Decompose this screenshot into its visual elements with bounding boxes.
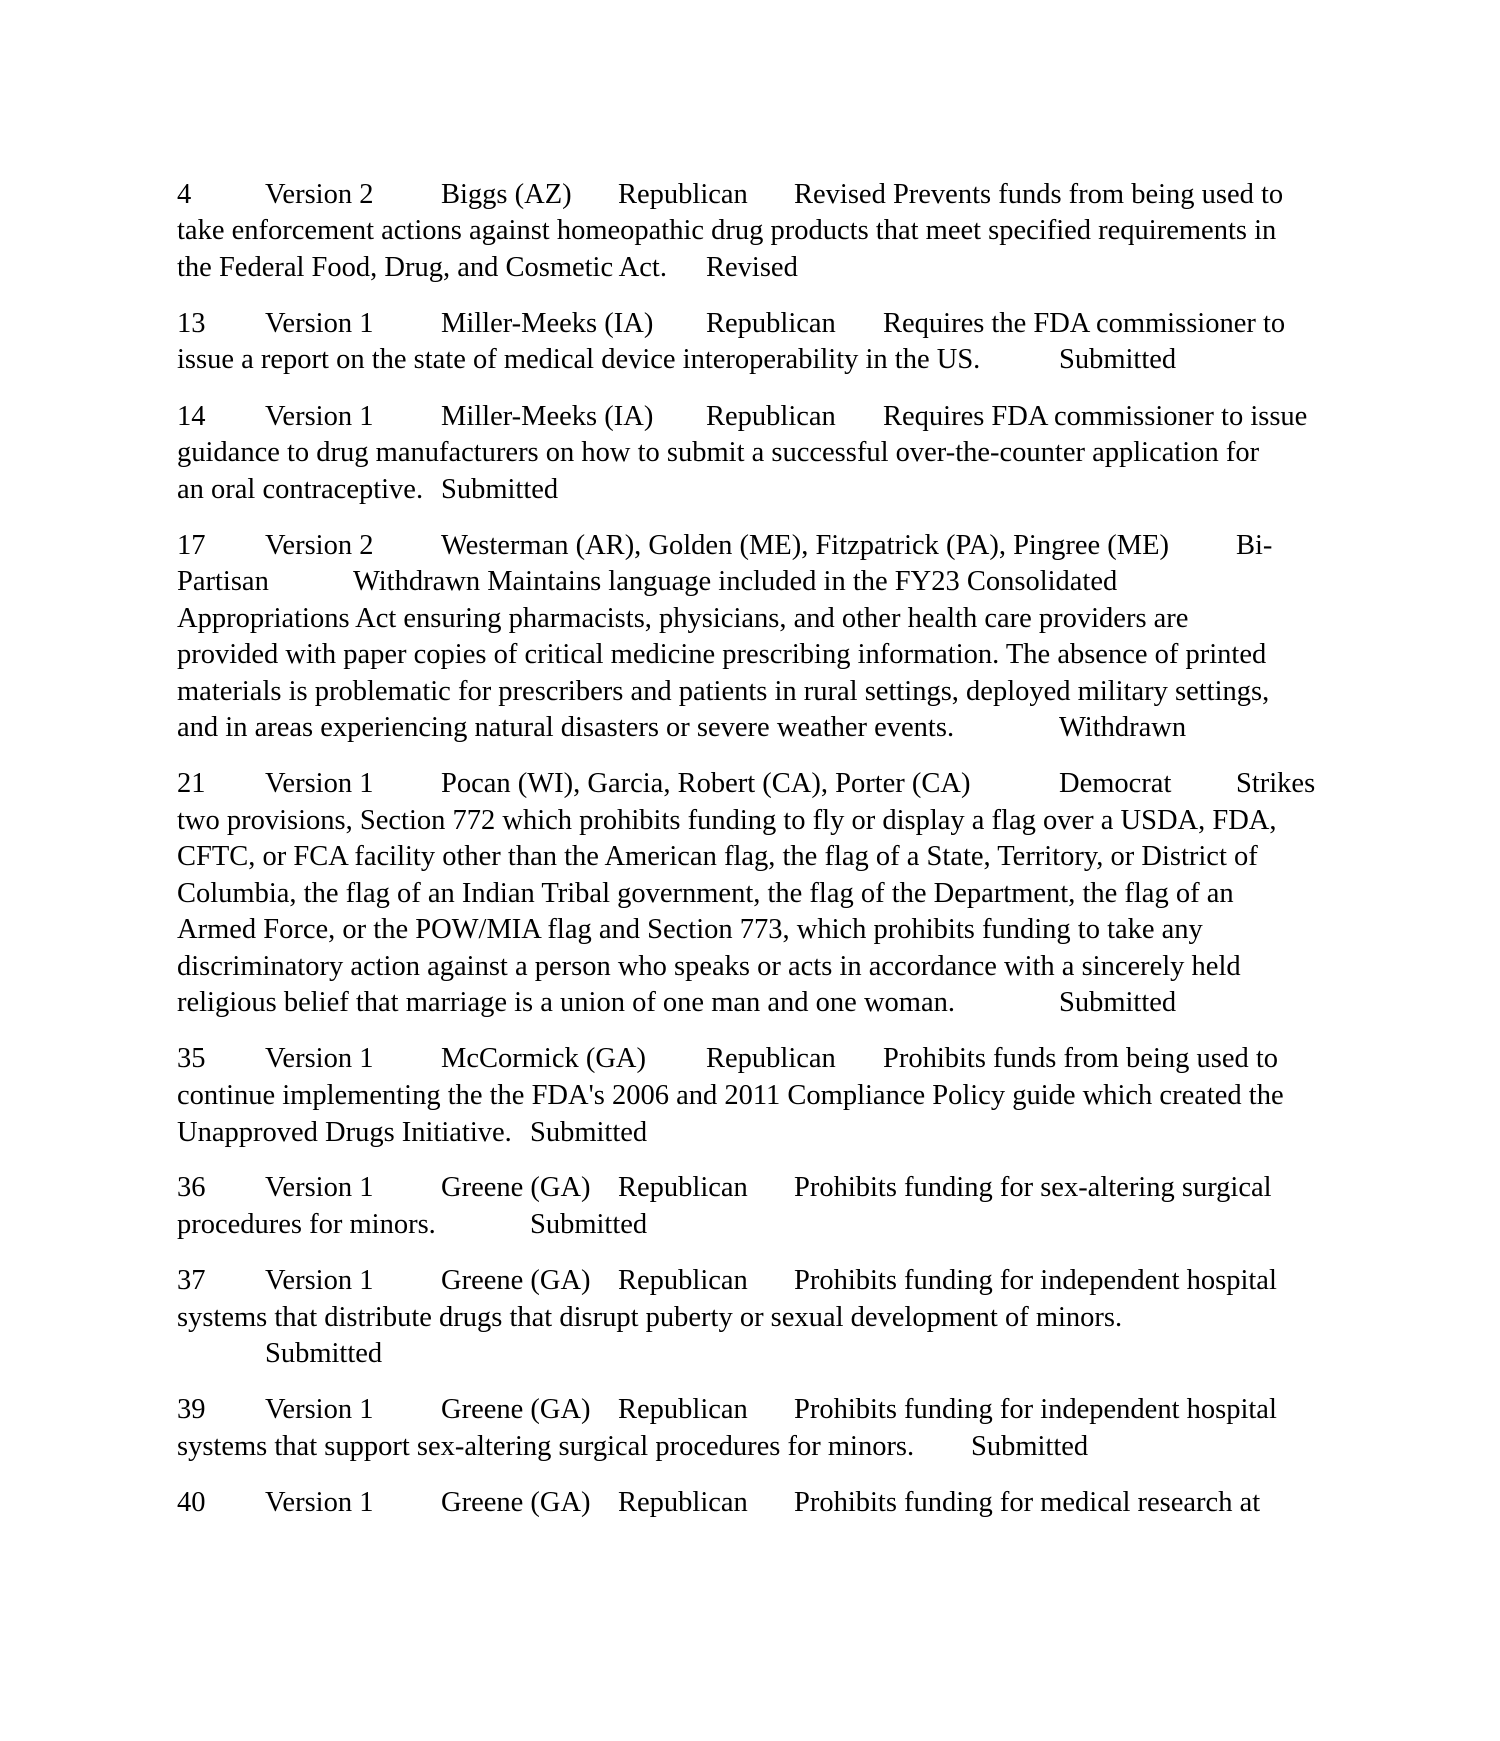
amendment-version: Version 2 [265,179,374,210]
amendment-description-line: Revised Prevents funds from being used to [794,179,1284,210]
amendment-party: Republican [618,1394,748,1425]
amendment-number: 17 [177,530,206,561]
entry-line [0,177,1284,214]
amendment-version: Version 1 [265,1265,374,1296]
amendment-number: 13 [177,308,206,339]
entry-line [0,1207,648,1244]
entry-line [0,985,1177,1022]
entry-line [0,1115,648,1152]
amendment-version: Version 1 [265,1172,374,1203]
amendment-description-line: Armed Force, or the POW/MIA flag and Section 773, which prohibits funding to take any [177,914,1203,945]
amendment-party-continued: Partisan [177,566,269,597]
amendment-status: Revised [706,252,798,283]
amendment-sponsor: Pocan (WI), Garcia, Robert (CA), Porter (CA) [441,768,971,799]
amendment-sponsor: Miller-Meeks (IA) [441,308,654,339]
amendment-description-line: systems that support sex-altering surgical procedures for minors. [177,1431,915,1462]
amendment-status: Submitted [1059,344,1177,375]
amendment-status: Submitted [530,1209,648,1240]
amendment-sponsor: Westerman (AR), Golden (ME), Fitzpatrick (PA), Pingree (ME) [441,530,1169,561]
amendment-description-line: Prohibits funding for medical research at [794,1487,1261,1518]
amendment-number: 39 [177,1394,206,1425]
amendment-description-line: discriminatory action against a person who speaks or acts in accordance with a sincerely held [177,951,1241,982]
amendment-number: 14 [177,401,206,432]
amendment-description-line: systems that distribute drugs that disrupt puberty or sexual development of minors. [177,1302,1123,1333]
entry-line [0,710,1187,747]
amendment-sponsor: Greene (GA) [441,1487,591,1518]
entry-line [0,564,1118,601]
amendment-description-line: an oral contraceptive. [177,474,424,505]
amendment-description-line: Columbia, the flag of an Indian Tribal government, the flag of the Department, the flag of an [177,878,1234,909]
amendment-party: Republican [618,1265,748,1296]
entry-line [0,674,1270,711]
amendment-version: Version 2 [265,530,374,561]
amendment-sponsor: Greene (GA) [441,1265,591,1296]
amendment-version: Version 1 [265,768,374,799]
amendment-version: Version 1 [265,401,374,432]
entry-line [0,399,1308,436]
amendment-sponsor: Greene (GA) [441,1394,591,1425]
amendment-party: Bi- [1236,530,1273,561]
entry-line [0,1041,1279,1078]
entry-line [0,1078,1284,1115]
amendment-sponsor: McCormick (GA) [441,1043,646,1074]
amendment-description-line: Unapproved Drugs Initiative. [177,1117,512,1148]
entry-line [0,1336,383,1373]
entry-line [0,306,1286,343]
amendment-description-line: issue a report on the state of medical device interoperability in the US. [177,344,981,375]
entry-line [0,250,798,287]
amendment-sponsor: Biggs (AZ) [441,179,572,210]
amendment-description-line: Appropriations Act ensuring pharmacists, physicians, and other health care providers are [177,603,1189,634]
amendment-status: Submitted [530,1117,648,1148]
amendment-sponsor: Miller-Meeks (IA) [441,401,654,432]
amendment-description-line: continue implementing the the FDA's 2006 and 2011 Compliance Policy guide which created the [177,1080,1284,1111]
amendment-number: 4 [177,179,192,210]
entry-line [0,601,1189,638]
amendment-description-line: Prohibits funding for sex-altering surgical [794,1172,1272,1203]
entry-line [0,435,1260,472]
entry-line [0,342,1177,379]
entry-line [0,839,1258,876]
amendment-number: 21 [177,768,206,799]
amendment-version: Version 1 [265,1487,374,1518]
entry-line [0,213,1277,250]
amendment-party: Republican [706,308,836,339]
entry-line [0,1485,1261,1522]
entry-line [0,528,1273,565]
amendment-description-line: Prohibits funding for independent hospital [794,1265,1277,1296]
entry-line [0,766,1316,803]
amendment-status: Submitted [1059,987,1177,1018]
amendment-description-line: provided with paper copies of critical medicine prescribing information. The absence of printed [177,639,1267,670]
amendment-status: Submitted [265,1338,383,1369]
amendment-description-line: Prohibits funds from being used to [883,1043,1279,1074]
amendment-party: Republican [706,401,836,432]
amendment-status: Withdrawn [1059,712,1187,743]
entry-line [0,876,1234,913]
amendment-party: Republican [706,1043,836,1074]
amendment-number: 36 [177,1172,206,1203]
entry-line [0,637,1267,674]
amendment-sponsor: Greene (GA) [441,1172,591,1203]
amendment-party: Republican [618,1487,748,1518]
amendment-description-line: Requires the FDA commissioner to [883,308,1286,339]
amendment-description-line: Prohibits funding for independent hospital [794,1394,1277,1425]
amendment-version: Version 1 [265,308,374,339]
amendment-number: 37 [177,1265,206,1296]
amendment-version: Version 1 [265,1043,374,1074]
amendment-description-line: materials is problematic for prescribers and patients in rural settings, deployed military settings, [177,676,1270,707]
amendment-description-line: Strikes [1236,768,1316,799]
amendment-status: Submitted [971,1431,1089,1462]
amendment-party: Democrat [1059,768,1172,799]
amendment-description-line: guidance to drug manufacturers on how to submit a successful over-the-counter application for [177,437,1260,468]
entry-line [0,1263,1277,1300]
amendment-number: 40 [177,1487,206,1518]
entry-line [0,949,1241,986]
amendment-number: 35 [177,1043,206,1074]
entry-line [0,1170,1272,1207]
amendment-version: Version 1 [265,1394,374,1425]
amendment-party: Republican [618,179,748,210]
amendment-description-line: religious belief that marriage is a union of one man and one woman. [177,987,955,1018]
amendment-description-line: the Federal Food, Drug, and Cosmetic Act. [177,252,667,283]
entry-line [0,1429,1089,1466]
amendment-status: Submitted [441,474,559,505]
entry-line [0,1300,1123,1337]
amendment-party: Republican [618,1172,748,1203]
entry-line [0,803,1277,840]
amendment-description-line: Withdrawn Maintains language included in the FY23 Consolidated [353,566,1118,597]
amendment-description-line: two provisions, Section 772 which prohibits funding to fly or display a flag over a USDA, FDA, [177,805,1277,836]
entry-line [0,472,559,509]
entry-line [0,1392,1277,1429]
amendment-description-line: Requires FDA commissioner to issue [883,401,1308,432]
amendment-description-line: and in areas experiencing natural disasters or severe weather events. [177,712,955,743]
entry-line [0,912,1203,949]
amendment-description-line: procedures for minors. [177,1209,436,1240]
amendment-description-line: CFTC, or FCA facility other than the American flag, the flag of a State, Territory, or District of [177,841,1258,872]
amendment-description-line: take enforcement actions against homeopathic drug products that meet specified requirements in [177,215,1277,246]
